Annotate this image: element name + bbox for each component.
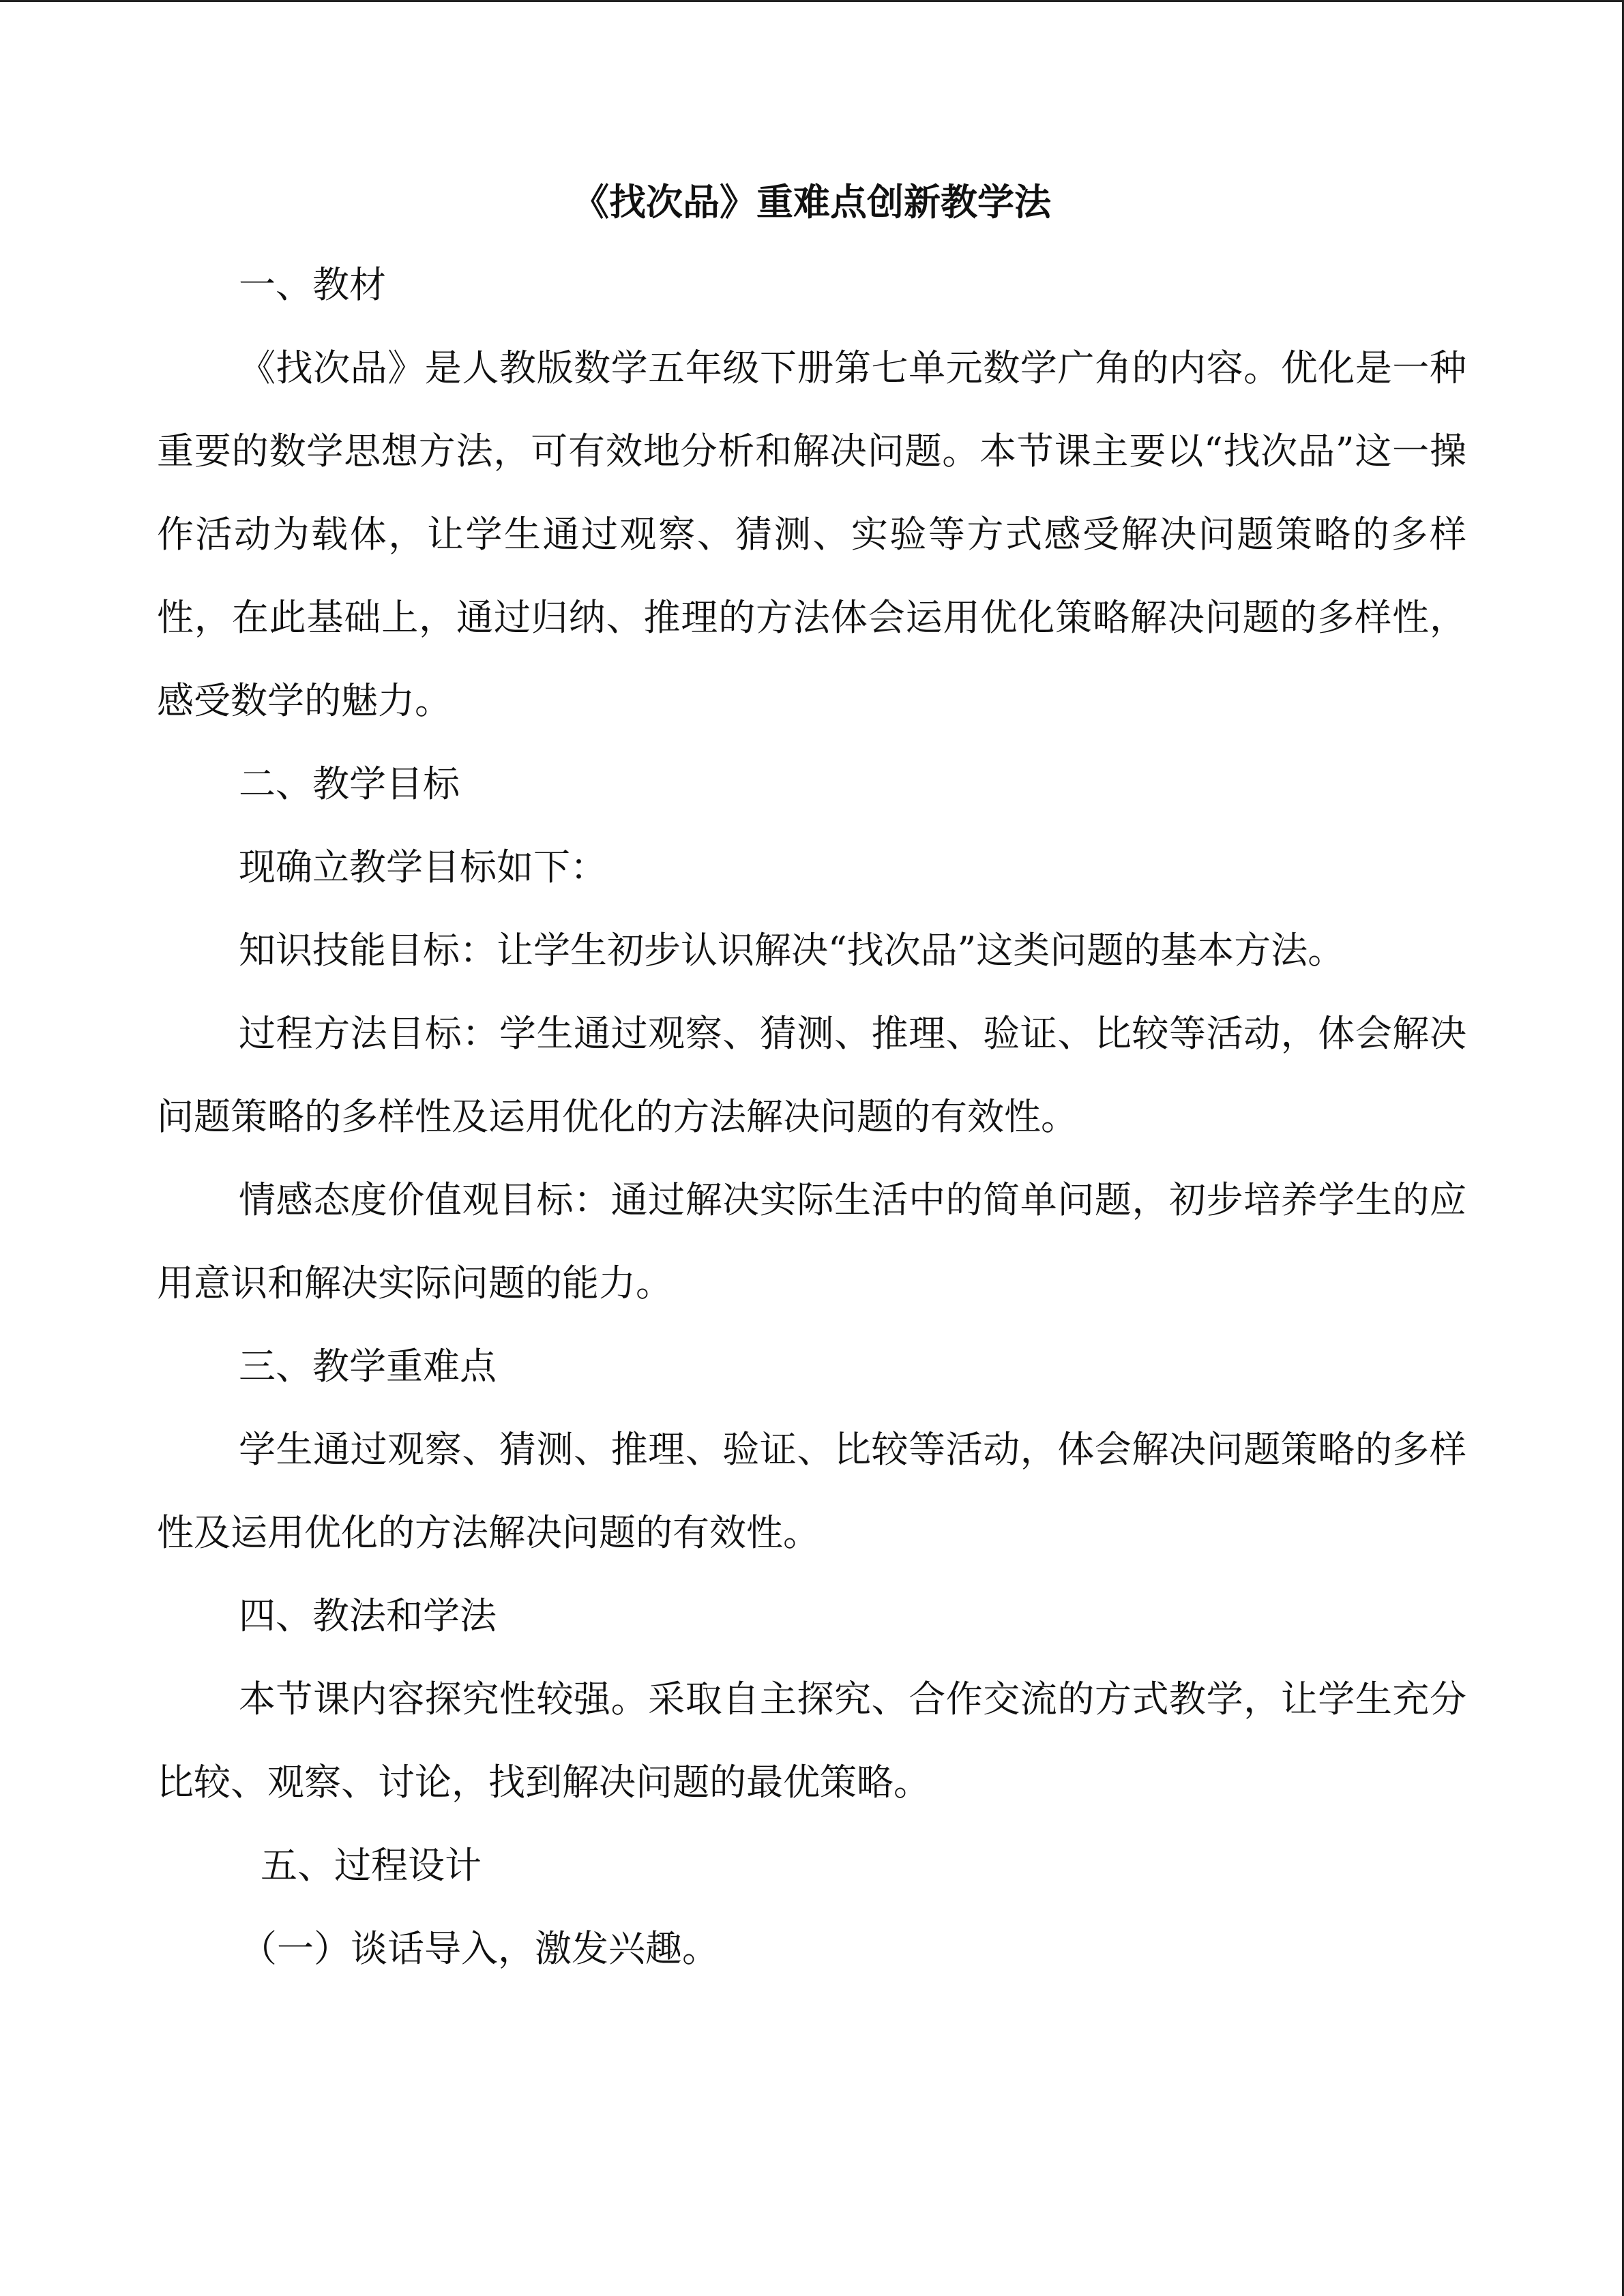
document-title: 《找次品》重难点创新教学法 <box>572 180 1051 224</box>
section-1-paragraph: 《找次品》是人教版数学五年级下册第七单元数学广角的内容。优化是一种重要的数学思想方法，可有效地分析和解决问题。本节课主要以“找次品”这一操作活动为载体，让学生通过观察、猜测、实验等方式感受解决问题策略的多样性，在此基础上，通过归纳、推理的方法体会运用优化策略解决问题的多样性，感受数学的魅力。 <box>157 346 1466 722</box>
section-heading-1: 一、教材 <box>239 263 386 306</box>
section-5-subheading-1: （一）谈话导入，激发兴趣。 <box>240 1927 719 1970</box>
section-heading-3: 三、教学重难点 <box>239 1345 497 1388</box>
section-4-paragraph: 本节课内容探究性较强。采取自主探究、合作交流的方式教学，让学生充分比较、观察、讨论，找到解决问题的最优策略。 <box>157 1678 1466 1804</box>
section-heading-5: 五、过程设计 <box>261 1844 482 1887</box>
section-2-intro: 现确立教学目标如下： <box>239 846 607 889</box>
section-3-paragraph: 学生通过观察、猜测、推理、验证、比较等活动，体会解决问题策略的多样性及运用优化的方法解决问题的有效性。 <box>157 1428 1466 1554</box>
page-border-top <box>0 0 1624 2</box>
document-body <box>157 157 1466 1991</box>
goal-knowledge: 知识技能目标：让学生初步认识解决“找次品”这类问题的基本方法。 <box>239 929 1345 972</box>
goal-emotion: 情感态度价值观目标：通过解决实际生活中的简单问题，初步培养学生的应用意识和解决实际问题的能力。 <box>157 1178 1466 1304</box>
section-heading-4: 四、教法和学法 <box>239 1594 497 1637</box>
goal-process: 过程方法目标：学生通过观察、猜测、推理、验证、比较等活动，体会解决问题策略的多样性及运用优化的方法解决问题的有效性。 <box>157 1012 1466 1138</box>
section-heading-2: 二、教学目标 <box>239 762 460 805</box>
